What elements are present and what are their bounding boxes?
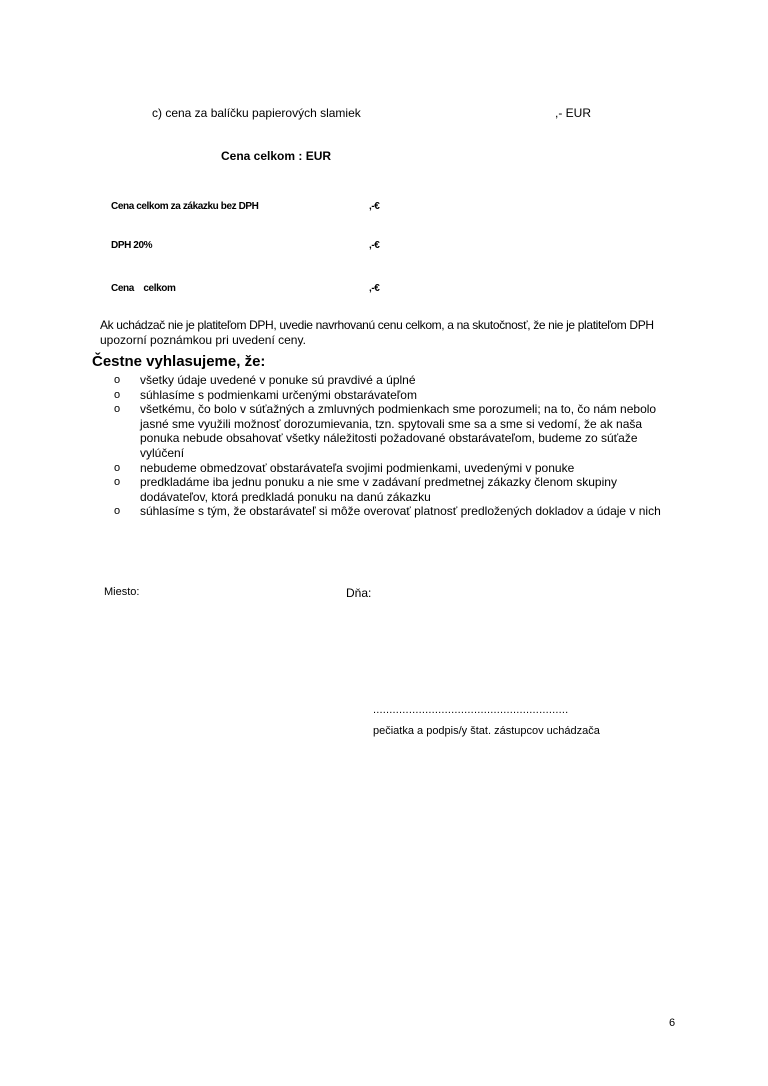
list-item-text: všetkému, čo bolo v súťažných a zmluvných podmienkach sme porozumeli; na to, čo nám nebolo jasné sme využili možnosť dorozumievania, tzn. spytovali sme sa a sme si vedomí, že ak naša ponuka nebude obsahovať všetky náležitosti požadované obstarávateľom, budeme zo súťaže vylúčení (140, 402, 657, 460)
item-c-value: ,- EUR (555, 106, 591, 120)
list-item-text: nebudeme obmedzovať obstarávateľa svojimi podmienkami, uvedenými v ponuke (140, 460, 575, 475)
list-item (114, 402, 694, 460)
date-label: Dňa: (346, 586, 372, 600)
vat-note-line1: Ak uchádzač nie je platiteľom DPH, uvedie navrhovanú cenu celkom, a na skutočnosť, že nie je platiteľom DPH (100, 318, 654, 332)
list-item (114, 461, 694, 476)
list-item (114, 373, 694, 388)
bullet-icon: o (114, 374, 121, 386)
signature-caption: pečiatka a podpis/y štat. zástupcov uchádzača (373, 725, 600, 737)
declaration-heading: Čestne vyhlasujeme, že: (92, 353, 266, 370)
bullet-icon: o (114, 505, 121, 518)
bullet-icon: o (114, 476, 121, 489)
list-item (114, 504, 694, 519)
bullet-icon: o (114, 388, 121, 401)
summary-label-without-vat: Cena celkom za zákazku bez DPH (111, 201, 259, 212)
list-item-text: súhlasíme s podmienkami určenými obstarávateľom (140, 387, 417, 402)
list-item (114, 475, 694, 504)
list-item-text: všetky údaje uvedené v ponuke sú pravdivé a úplné (140, 373, 416, 387)
summary-value-without-vat: ,-€ (369, 201, 380, 212)
bullet-icon: o (114, 403, 121, 416)
page-number: 6 (669, 1017, 676, 1029)
list-item-text: predkladáme iba jednu ponuku a nie sme v zadávaní predmetnej zákazky členom skupiny dodávateľov, ktorá predkladá ponuku na danú zákazku (140, 475, 617, 504)
list-item-text: súhlasíme s tým, že obstarávateľ si môže overovať platnosť predložených dokladov a údaje v nich (140, 504, 661, 519)
list-item (114, 388, 694, 403)
declaration-list (114, 373, 694, 519)
summary-value-vat: ,-€ (369, 240, 380, 251)
signature-line: ............................................................ (373, 704, 569, 716)
vat-note-line2: upozorní poznámkou pri uvedení ceny. (100, 333, 306, 347)
bullet-icon: o (114, 461, 121, 474)
item-c-label: c) cena za balíčku papierových slamiek (152, 106, 361, 120)
summary-label-vat: DPH 20% (111, 240, 153, 251)
summary-label-total: Cena celkom (111, 283, 176, 294)
total-price-label: Cena celkom : EUR (221, 149, 332, 163)
place-label: Miesto: (104, 586, 140, 598)
summary-value-total: ,-€ (369, 283, 380, 294)
